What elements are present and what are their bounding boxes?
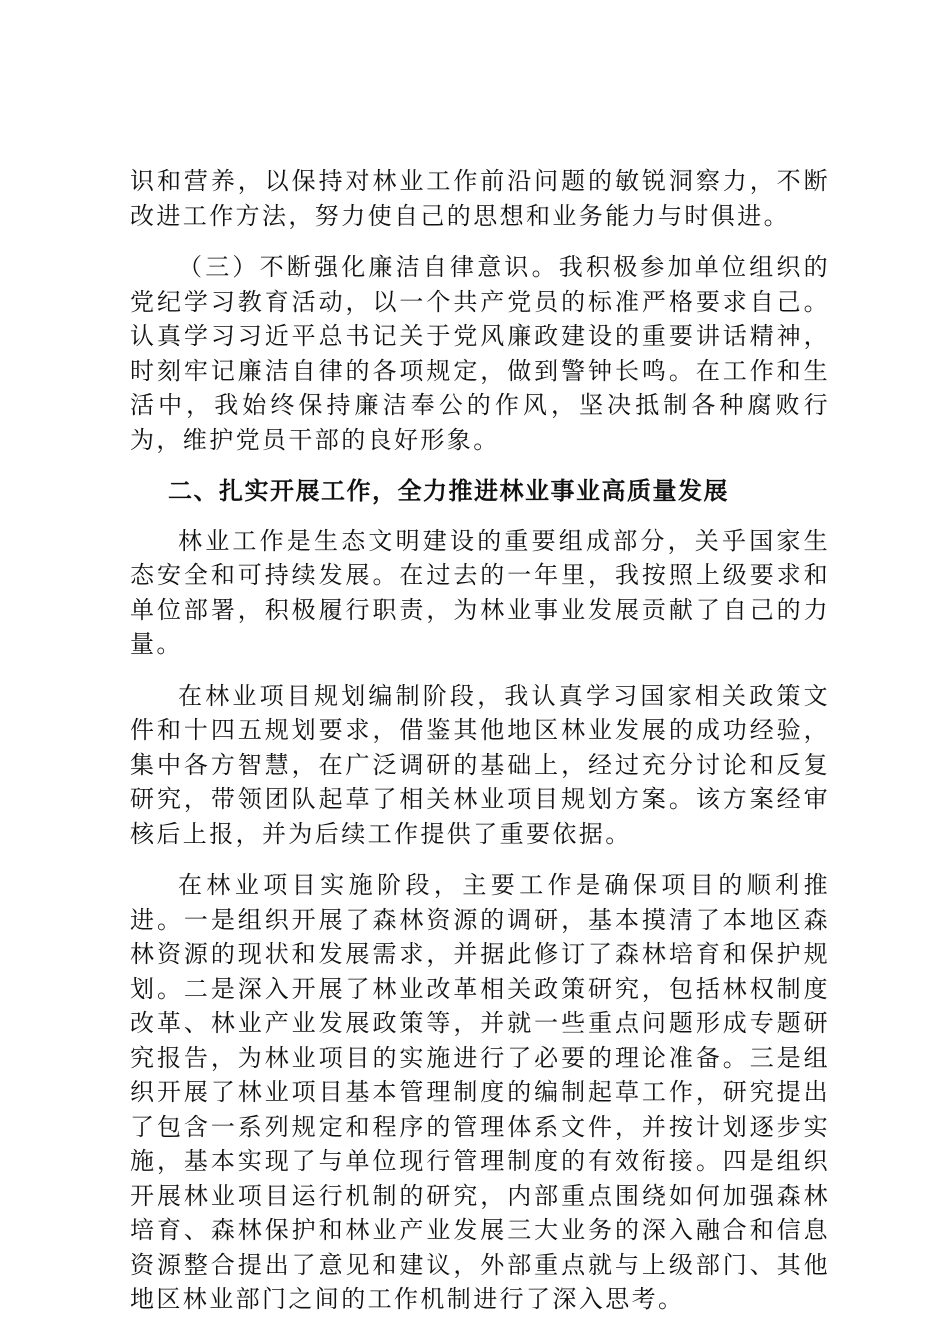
paragraph-planning: 在林业项目规划编制阶段，我认真学习国家相关政策文件和十四五规划要求，借鉴其他地区林业发展的成功经验，集中各方智慧，在广泛调研的基础上，经过充分讨论和反复研究，带领团队起草了相关林业项目规划方案。该方案经审核后上报，并为后续工作提供了重要依据。 (130, 681, 830, 848)
paragraph-integrity: （三）不断强化廉洁自律意识。我积极参加单位组织的党纪学习教育活动，以一个共产党员的标准严格要求自己。认真学习习近平总书记关于党风廉政建设的重要讲话精神，时刻牢记廉洁自律的各项规定，做到警钟长鸣。在工作和生活中，我始终保持廉洁奉公的作风，坚决抵制各种腐败行为，维护党员干部的良好形象。 (130, 253, 830, 454)
paragraph-forestry-intro: 林业工作是生态文明建设的重要组成部分，关乎国家生态安全和可持续发展。在过去的一年里，我按照上级要求和单位部署，积极履行职责，为林业事业发展贡献了自己的力量。 (130, 526, 830, 658)
section-heading: 二、扎实开展工作，全力推进林业事业高质量发展 (168, 477, 729, 505)
paragraph-continuation: 识和营养，以保持对林业工作前沿问题的敏锐洞察力，不断改进工作方法，努力使自己的思想和业务能力与时俱进。 (130, 167, 830, 230)
paragraph-implementation: 在林业项目实施阶段，主要工作是确保项目的顺利推进。一是组织开展了森林资源的调研，基本摸清了本地区森林资源的现状和发展需求，并据此修订了森林培育和保护规划。二是深入开展了林业改革相关政策研究，包括林权制度改革、林业产业发展政策等，并就一些重点问题形成专题研究报告，为林业项目的实施进行了必要的理论准备。三是组织开展了林业项目基本管理制度的编制起草工作，研究提出了包含一系列规定和程序的管理体系文件，并按计划逐步实施，基本实现了与单位现行管理制度的有效衔接。四是组织开展林业项目运行机制的研究，内部重点围绕如何加强森林培育、森林保护和林业产业发展三大业务的深入融合和信息资源整合提出了意见和建议，外部重点就与上级部门、其他地区林业部门之间的工作机制进行了深入思考。 (130, 871, 830, 1313)
document-body (130, 164, 830, 1334)
